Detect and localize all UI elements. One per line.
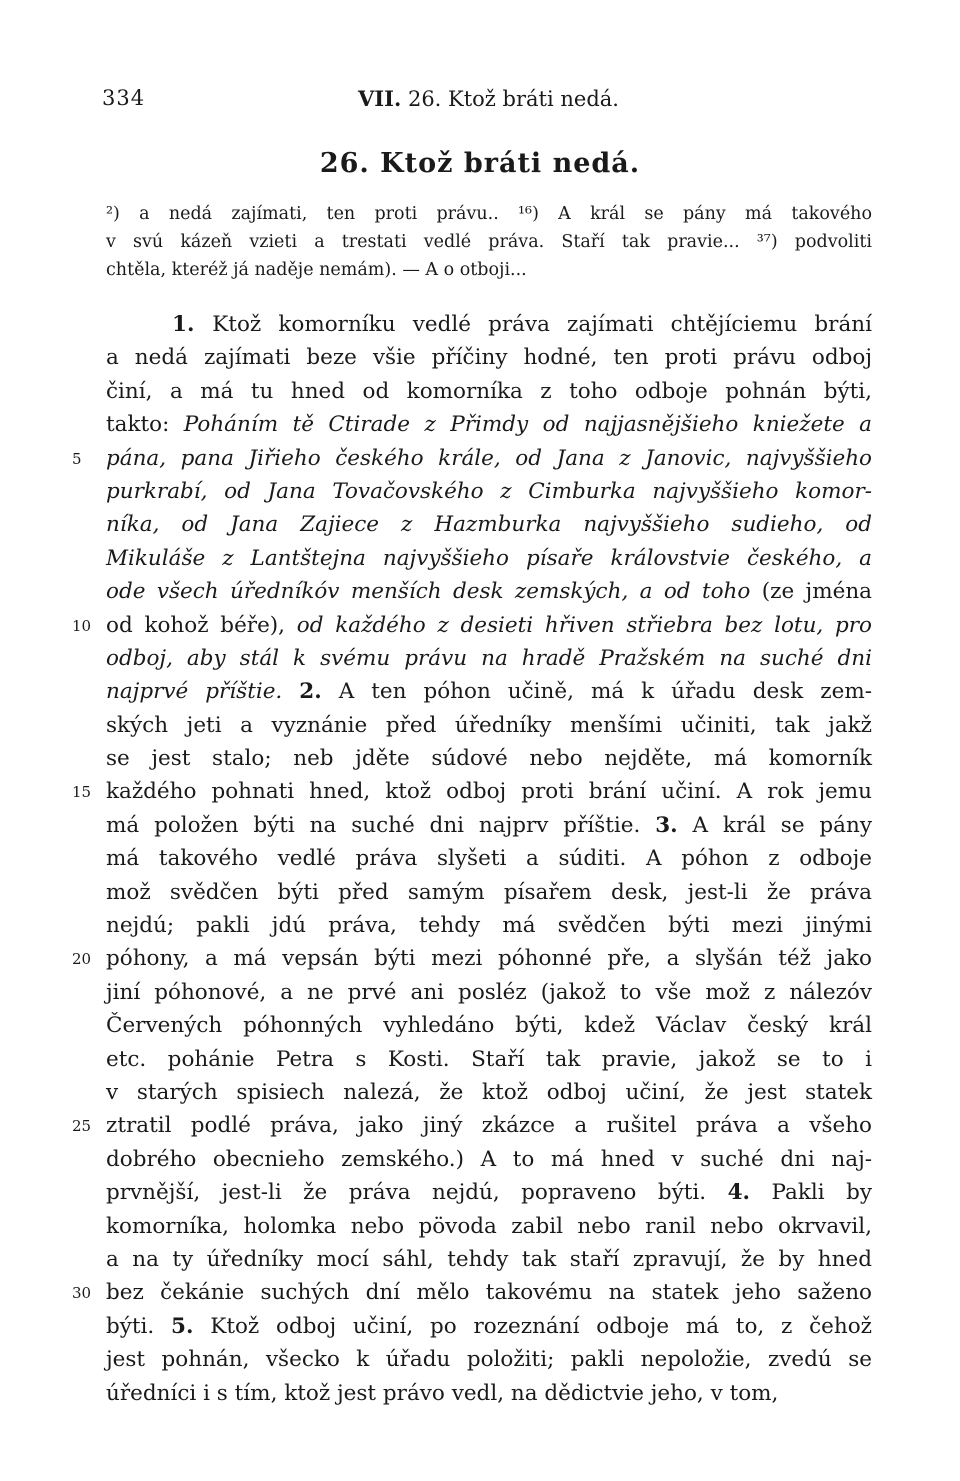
text-segment: Ktož odboj učiní, po rozeznání odboje má to, z čehož bbox=[193, 1313, 872, 1339]
text-segment: činí, a má tu hned od komorníka z toho odboje pohnán býti, bbox=[106, 378, 872, 404]
text-segment: se jest stalo; neb jděte súdové nebo nejděte, má komorník bbox=[106, 746, 872, 772]
text-line bbox=[106, 542, 872, 575]
text-line bbox=[72, 942, 872, 975]
text-segment: A ten póhon učině, má k úřadu desk zem- bbox=[321, 679, 872, 705]
text-segment: A král se pány bbox=[677, 812, 872, 838]
text-line bbox=[106, 1176, 872, 1209]
text-segment: najprvé příštie. bbox=[106, 679, 283, 705]
text-line bbox=[72, 442, 872, 475]
text-line bbox=[106, 1143, 872, 1176]
text-segment: ských jeti a vyznánie před úředníky menšími učiniti, tak jakž bbox=[106, 712, 872, 738]
text-segment: Ktož komorníku vedlé práva zajímati chtějíciemu brání bbox=[212, 312, 872, 337]
text-line bbox=[106, 1009, 872, 1042]
text-segment: od každého z desieti hřiven střiebra bez lotu, pro bbox=[296, 612, 872, 638]
text-line bbox=[106, 976, 872, 1009]
text-line bbox=[106, 375, 872, 408]
text-segment: úředníci i s tím, ktož jest právo vedl, na dědictvie jeho, v tom, bbox=[106, 1380, 779, 1406]
text-line bbox=[106, 1043, 872, 1076]
text-segment: takto: bbox=[106, 412, 184, 438]
line-number: 15 bbox=[72, 783, 92, 802]
text-line bbox=[72, 775, 872, 808]
text-segment: purkrabí, od Jana Tovačovského z Cimburka najvyššieho komor- bbox=[106, 478, 872, 504]
section-number: 2. bbox=[299, 679, 322, 705]
text-line bbox=[106, 308, 872, 341]
text-segment: býti. bbox=[106, 1313, 172, 1339]
section-number: 3. bbox=[655, 812, 678, 838]
chapter-title: 26. Ktož bráti nedá. bbox=[319, 148, 641, 179]
running-title-rest: 26. Ktož bráti nedá. bbox=[407, 87, 619, 111]
text-segment: bez čekánie suchých dní mělo takovému na statek jeho saženo bbox=[106, 1280, 872, 1306]
text-segment: mož svědčen býti před samým písařem desk, jest-li že práva bbox=[106, 879, 872, 905]
text-segment: etc. pohánie Petra s Kosti. Staří tak pravie, jakož se to i bbox=[106, 1046, 872, 1072]
text-segment: má položen býti na suché dni najprv příštie. bbox=[106, 812, 656, 838]
text-segment: v starých spisiech nalezá, že ktož odboj učiní, že jest statek bbox=[106, 1079, 872, 1105]
text-line bbox=[72, 1276, 872, 1309]
text-line bbox=[106, 809, 872, 842]
text-line bbox=[72, 1109, 872, 1142]
text-line bbox=[106, 575, 872, 608]
text-line bbox=[106, 842, 872, 875]
text-segment: póhony, a má vepsán býti mezi póhonné pře, a slyšán též jako bbox=[106, 946, 872, 972]
text-segment: (ze jména bbox=[750, 579, 872, 605]
running-title bbox=[358, 86, 619, 111]
text-line bbox=[106, 1076, 872, 1109]
line-number: 30 bbox=[72, 1284, 92, 1303]
text-segment: každého pohnati hned, ktož odboj proti brání učiní. A rok jemu bbox=[106, 779, 872, 805]
section-number: 5. bbox=[171, 1313, 194, 1339]
page-number: 334 bbox=[102, 86, 146, 110]
text-line bbox=[106, 642, 872, 675]
text-segment: dobrého obecnieho zemského.) A to má hned v suché dni naj- bbox=[106, 1146, 872, 1172]
text-segment: pána, pana Jiřieho českého krále, od Jana z Janovic, najvyššieho bbox=[106, 445, 872, 471]
running-head bbox=[100, 86, 870, 116]
text-line bbox=[106, 909, 872, 942]
footnote-line: ²) a nedá zajímati, ten proti právu.. ¹⁶) A král se pány má takového bbox=[106, 204, 872, 224]
text-line bbox=[72, 609, 872, 642]
text-line bbox=[106, 408, 872, 441]
text-line bbox=[106, 876, 872, 909]
line-number: 5 bbox=[72, 449, 82, 468]
text-segment: a na ty úředníky mocí sáhl, tehdy tak staří zpravují, že by hned bbox=[106, 1246, 872, 1272]
text-line bbox=[106, 1310, 872, 1343]
text-segment: nejdú; pakli jdú práva, tehdy má svědčen býti mezi jinými bbox=[106, 913, 872, 939]
text-segment: komorníka, holomka nebo pövoda zabil nebo ranil nebo okrvavil, bbox=[106, 1213, 872, 1239]
text-segment: Červených póhonných vyhledáno býti, kdež Václav český král bbox=[106, 1013, 872, 1039]
line-number: 10 bbox=[72, 616, 92, 635]
line-number: 20 bbox=[72, 950, 92, 969]
line-number: 25 bbox=[72, 1117, 92, 1136]
text-line bbox=[106, 1243, 872, 1276]
text-segment: Mikuláše z Lantštejna najvyššieho písaře královstvie českého, a bbox=[106, 545, 872, 571]
text-segment: jiní póhonové, a ne prvé ani posléz (jakož to vše mož z nálezóv bbox=[106, 979, 872, 1005]
text-line bbox=[106, 675, 872, 708]
text-segment bbox=[282, 679, 299, 704]
text-segment: Poháním tě Ctirade z Přimdy od najjasnějšieho kniežete a bbox=[183, 412, 872, 438]
text-line bbox=[106, 742, 872, 775]
text-line bbox=[106, 1343, 872, 1376]
text-segment: odboj, aby stál k svému právu na hradě Pražském na suché dni bbox=[106, 645, 872, 671]
text-segment: a nedá zajímati beze všie příčiny hodné, ten proti právu odboj bbox=[106, 345, 872, 371]
running-title-part: VII. bbox=[358, 86, 402, 111]
text-line bbox=[106, 1210, 872, 1243]
text-segment: ztratil podlé práva, jako jiný zkázce a rušitel práva a všeho bbox=[106, 1113, 872, 1139]
text-segment: jest pohnán, všecko k úřadu položiti; pakli nepoložie, zvedú se bbox=[106, 1347, 872, 1373]
text-segment: má takového vedlé práva slyšeti a súditi. A póhon z odboje bbox=[106, 846, 872, 872]
text-line bbox=[106, 341, 872, 374]
text-segment: prvnější, jest-li že práva nejdú, popraveno býti. bbox=[106, 1180, 728, 1206]
text-line bbox=[106, 475, 872, 508]
text-segment: níka, od Jana Zajiece z Hazmburka najvyššieho sudieho, od bbox=[106, 512, 872, 538]
footnote-line: chtěla, kteréž já naděje nemám). — A o otboji... bbox=[106, 260, 527, 280]
section-number: 1. bbox=[172, 312, 213, 337]
footnotes bbox=[106, 200, 872, 284]
section-number: 4. bbox=[727, 1180, 751, 1206]
text-segment: ode všech úředníkóv menších desk zemských, a od toho bbox=[106, 579, 751, 605]
text-segment: od kohož béře), bbox=[106, 612, 297, 638]
footnote-line: v svú kázeň vzieti a trestati vedlé práva. Staří tak pravie... ³⁷) podvoliti bbox=[106, 232, 872, 252]
text-line bbox=[106, 508, 872, 541]
body-text bbox=[72, 308, 872, 1410]
text-line bbox=[106, 709, 872, 742]
text-segment: Pakli by bbox=[750, 1180, 872, 1206]
text-line bbox=[106, 1377, 872, 1410]
